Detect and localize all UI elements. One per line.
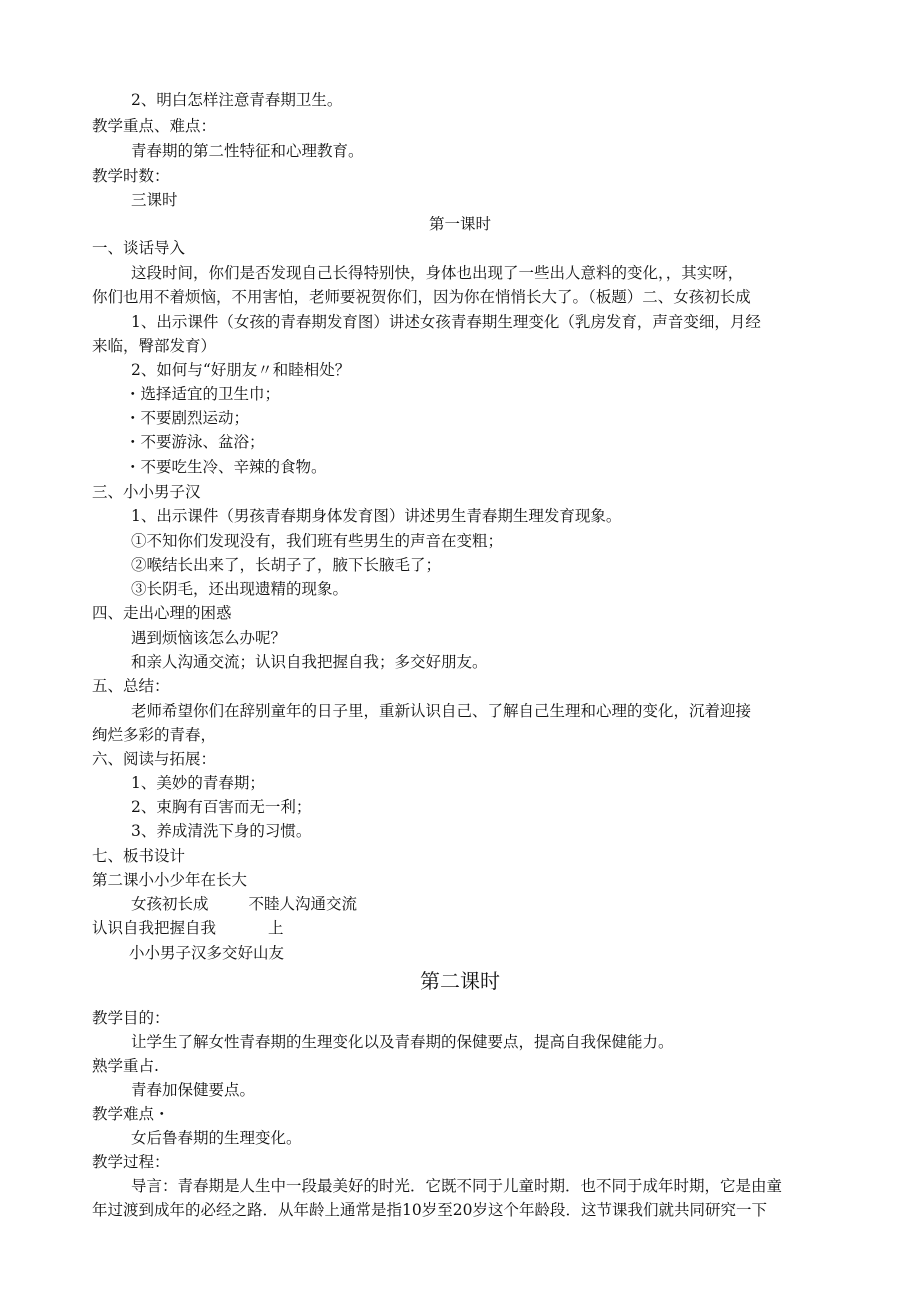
lesson-two-title: 第二课时 <box>420 969 500 993</box>
section-6-heading: 六、阅读与拓展： <box>92 750 217 768</box>
difficulty-text: 女后鲁春期的生理变化。 <box>131 1129 302 1147</box>
process-heading: 教学过程： <box>92 1153 170 1171</box>
boys-point-2: ②喉结长出来了，长胡子了，腋下长腋毛了； <box>131 556 442 574</box>
process-intro-line-2: 年过渡到成年的必经之路．从年龄上通常是指10岁至20岁这个年龄段．这节课我们就共同研究一下 <box>92 1201 767 1219</box>
goal-item-2: 2、明白怎样注意青春期卫生。 <box>131 91 343 109</box>
section-1-heading: 一、谈话导入 <box>92 239 186 257</box>
board-title: 第二课小小少年在长大 <box>92 871 248 889</box>
key-points-text: 青春期的第二性特征和心理教育。 <box>131 142 364 160</box>
section-5-heading: 五、总结： <box>92 677 170 695</box>
girls-item-2: 2、如何与“好朋友〃和睦相处？ <box>131 361 351 379</box>
section-4-answer: 和亲人沟通交流；认识自我把握自我；多交好朋友。 <box>131 653 488 671</box>
objective-heading: 教学目的： <box>92 1009 170 1027</box>
bullet-item: ・选择适宜的卫生巾； <box>125 385 281 403</box>
boys-point-1: ①不知你们发现没有，我们班有些男生的声音在变粗； <box>131 532 504 550</box>
hours-text: 三课时 <box>131 191 178 209</box>
section-7-heading: 七、板书设计 <box>92 847 186 865</box>
reading-item-2: 2、束胸有百害而无一利； <box>131 798 312 816</box>
key-point-heading: 熟学重占. <box>92 1057 159 1075</box>
bullet-item: ・不要剧烈运动； <box>125 409 250 427</box>
board-line-3: 小小男子汉多交好山友 <box>129 944 285 962</box>
section-4-heading: 四、走出心理的困惑 <box>92 604 232 622</box>
summary-line-1: 老师希望你们在辞别童年的日子里，重新认识自己、了解自己生理和心理的变化，沉着迎接 <box>131 702 752 720</box>
board-text: 女孩初长成 <box>131 895 209 913</box>
summary-line-2: 绚烂多彩的青春， <box>92 726 217 744</box>
section-4-question: 遇到烦恼该怎么办呢？ <box>131 629 287 647</box>
intro-paragraph-line-1: 这段时间，你们是否发现自己长得特别快，身体也出现了一些出人意料的变化，，其实呀， <box>131 264 744 282</box>
boys-item-1: 1、出示课件（男孩青春期身体发育图）讲述男生青春期生理发育现象。 <box>131 507 622 525</box>
process-intro-line-1: 导言：青春期是人生中一段最美好的时光．它既不同于儿童时期．也不同于成年时期，它是由童 <box>131 1177 783 1195</box>
board-line-1 <box>131 892 357 916</box>
key-point-text: 青春加保健要点。 <box>131 1081 256 1099</box>
board-text: 认识自我把握自我 <box>92 919 217 937</box>
board-text: 不睦人沟通交流 <box>248 895 358 913</box>
intro-paragraph-line-2: 你们也用不着烦恼，不用害怕，老师要祝贺你们，因为你在悄悄长大了。（板题）二、女孩初长成 <box>92 288 751 306</box>
key-points-heading: 教学重点、难点： <box>92 117 217 135</box>
difficulty-heading: 教学难点・ <box>92 1105 170 1123</box>
bullet-item: ・不要游泳、盆浴； <box>125 433 265 451</box>
objective-text: 让学生了解女性青春期的生理变化以及青春期的保健要点，提高自我保健能力。 <box>131 1033 674 1051</box>
reading-item-3: 3、养成清洗下身的习惯。 <box>131 822 312 840</box>
girls-item-1-line-1: 1、出示课件（女孩的青春期发育图）讲述女孩青春期生理变化（乳房发育，声音变细，月经 <box>131 313 761 331</box>
board-text: 上 <box>268 919 284 937</box>
section-3-heading: 三、小小男子汉 <box>92 483 201 501</box>
board-line-2 <box>92 916 284 940</box>
hours-heading: 教学时数： <box>92 167 170 185</box>
reading-item-1: 1、美妙的青春期； <box>131 774 265 792</box>
boys-point-3: ③长阴毛，还出现遗精的现象。 <box>131 580 349 598</box>
girls-item-1-line-2: 来临，臀部发育） <box>92 337 217 355</box>
bullet-item: ・不要吃生冷、辛辣的食物。 <box>125 458 327 476</box>
lesson-one-title: 第一课时 <box>428 215 491 233</box>
